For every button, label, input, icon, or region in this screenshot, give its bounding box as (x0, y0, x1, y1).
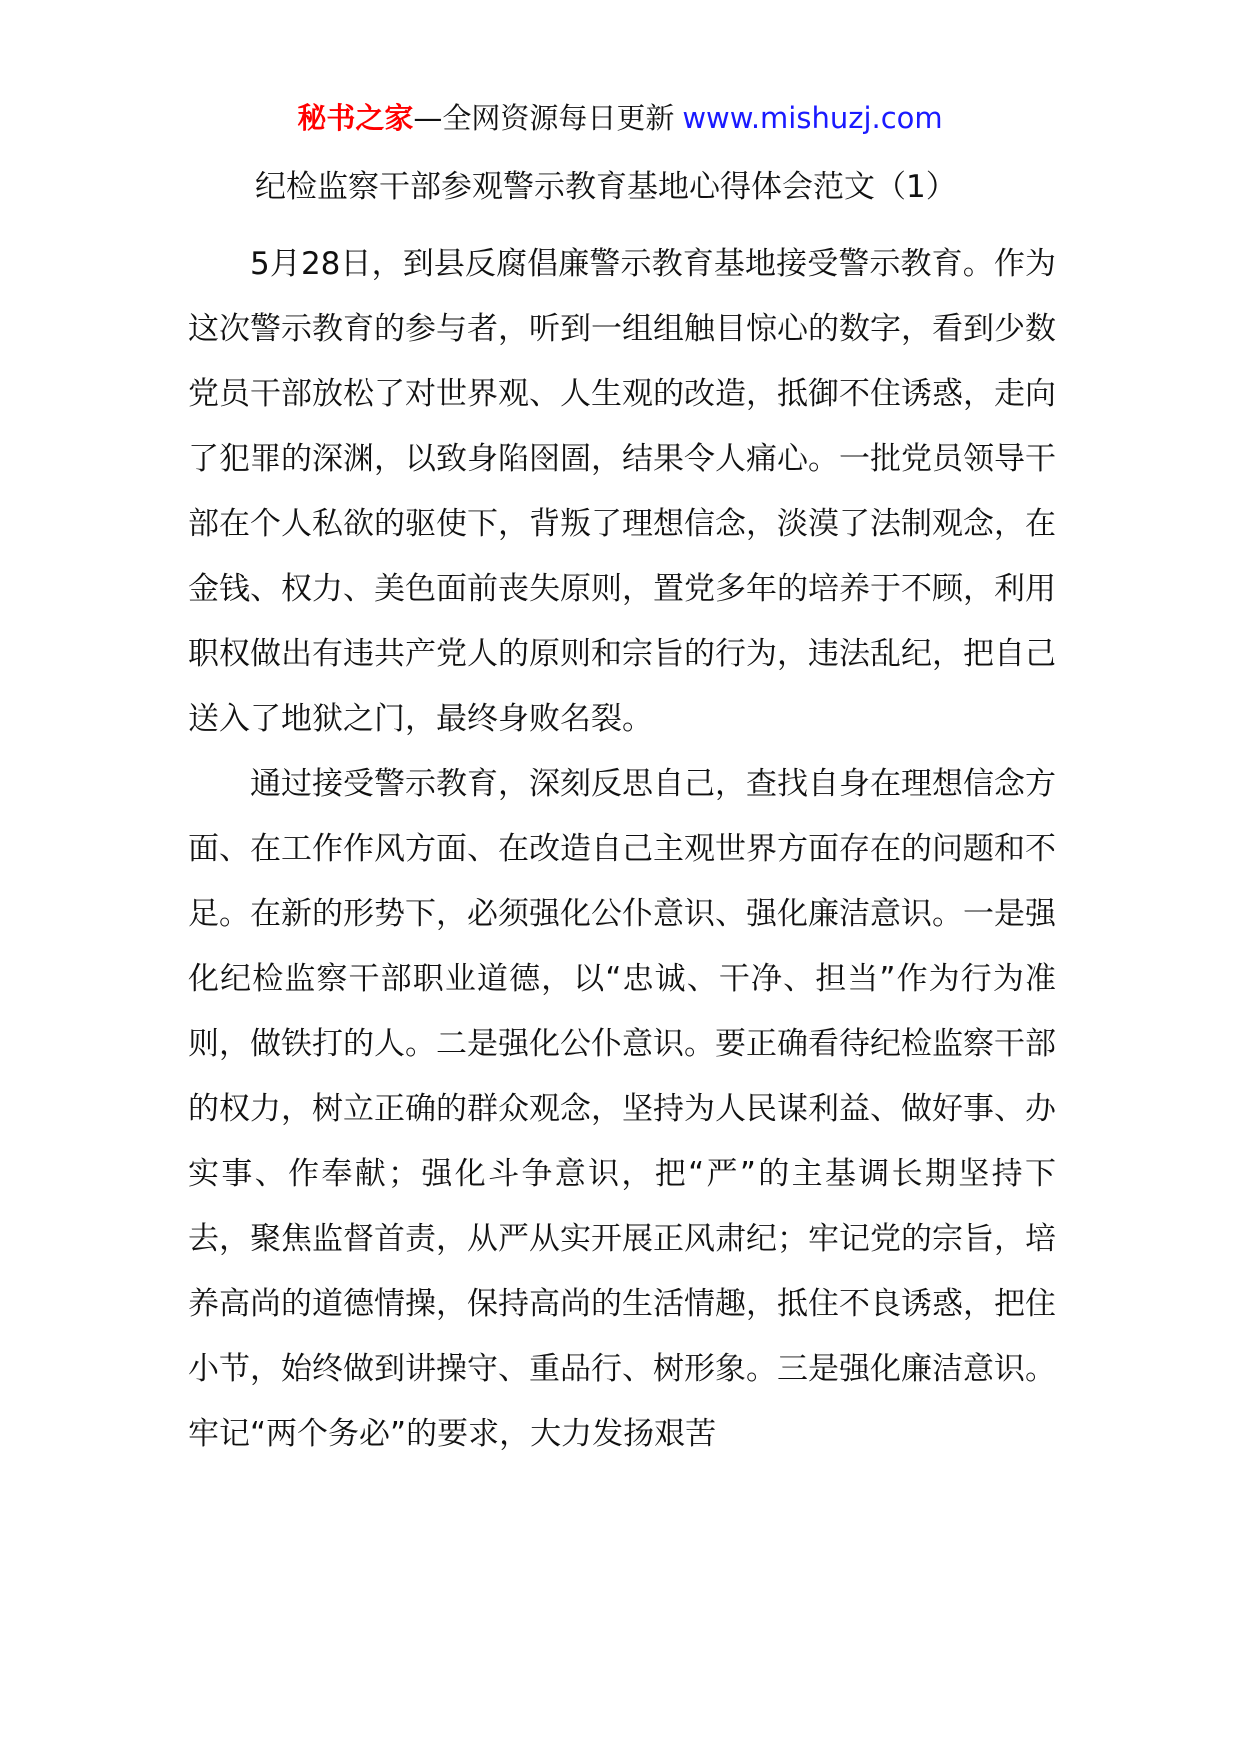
brand-name: 秘书之家 (297, 101, 414, 135)
body-paragraph: 5月28日，到县反腐倡廉警示教育基地接受警示教育。作为这次警示教育的参与者，听到一组组触目惊心的数字，看到少数党员干部放松了对世界观、人生观的改造，抵御不住诱惑，走向了犯罪的深渊，以致身陷囹圄，结果令人痛心。一批党员领导干部在个人私欲的驱使下，背叛了理想信念，淡漠了法制观念，在金钱、权力、美色面前丧失原则，置党多年的培养于不顾，利用职权做出有违共产党人的原则和宗旨的行为，违法乱纪，把自己送入了地狱之门，最终身败名裂。 (188, 246, 1056, 737)
header-tagline: —全网资源每日更新 (413, 101, 675, 135)
body-paragraph: 通过接受警示教育，深刻反思自己，查找自身在理想信念方面、在工作作风方面、在改造自己主观世界方面存在的问题和不足。在新的形势下，必须强化公仆意识、强化廉洁意识。一是强化纪检监察干部职业道德，以“忠诚、干净、担当”作为行为准则，做铁打的人。二是强化公仆意识。要正确看待纪检监察干部的权力，树立正确的群众观念，坚持为人民谋利益、做好事、办实事、作奉献；强化斗争意识，把“严”的主基调长期坚持下去，聚焦监督首责，从严从实开展正风肃纪；牢记党的宗旨，培养高尚的道德情操，保持高尚的生活情趣，抵住不良诱惑，把住小节，始终做到讲操守、重品行、树形象。三是强化廉洁意识。牢记“两个务必”的要求，大力发扬艰苦 (188, 766, 1056, 1452)
site-url-link[interactable]: www.mishuzj.com (682, 101, 943, 135)
document-body (188, 232, 1056, 1467)
site-header (0, 98, 1240, 138)
document-title: 纪检监察干部参观警示教育基地心得体会范文（1） (255, 169, 957, 205)
